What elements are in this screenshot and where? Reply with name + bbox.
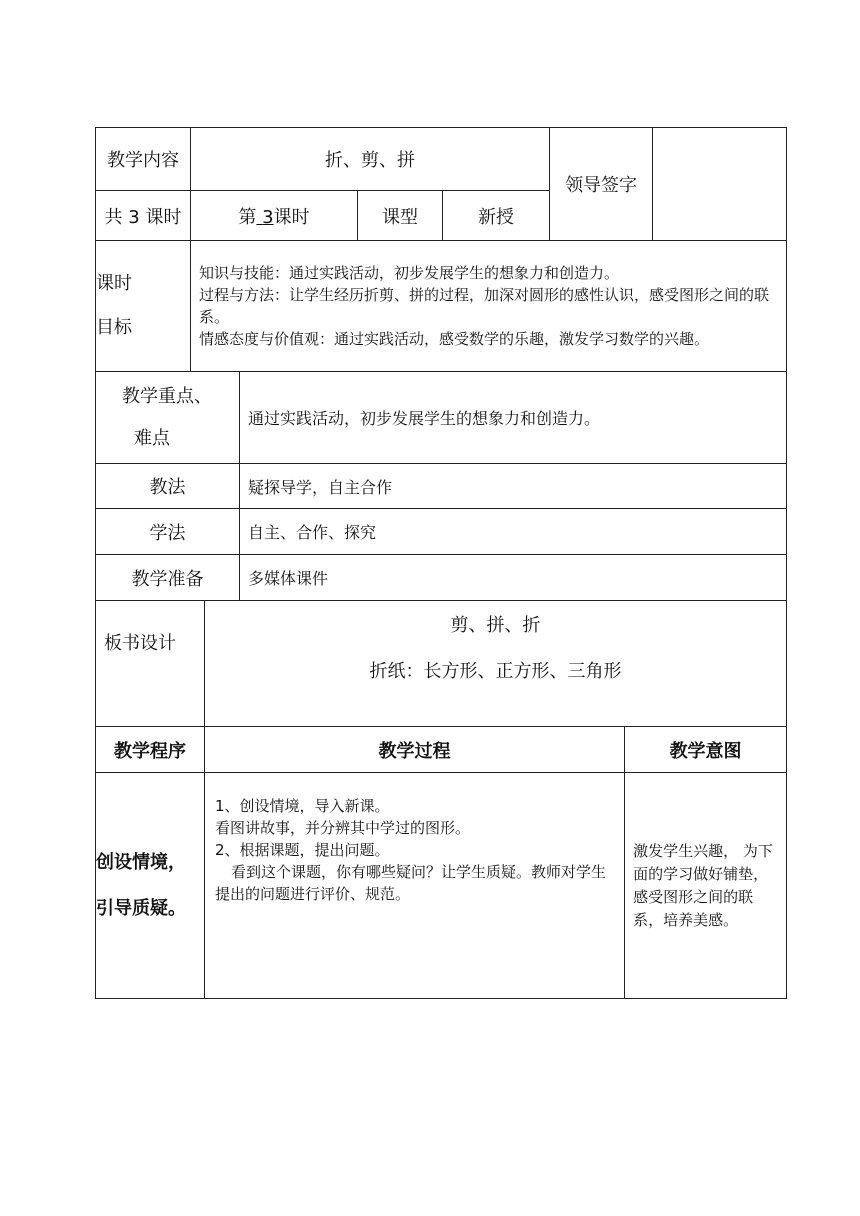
procedure-header-row	[96, 727, 787, 773]
procedure-col3-header: 教学意图	[625, 727, 787, 773]
prep-label: 教学准备	[96, 555, 240, 601]
total-periods-value: 3	[128, 206, 140, 228]
goals-row	[96, 241, 787, 372]
goal-process: 过程与方法：让学生经历折剪、拼的过程，加深对圆形的感性认识，感受图形之间的联系。	[199, 286, 770, 326]
stage-line2: 引导质疑。	[96, 897, 186, 919]
key-points-row	[96, 372, 787, 464]
total-periods-prefix: 共	[104, 206, 123, 228]
period-value: 3	[262, 206, 274, 228]
stage-line1: 创设情境，	[96, 851, 186, 873]
total-periods	[96, 191, 191, 241]
content-label: 教学内容	[96, 128, 191, 191]
method-value: 疑探导学，自主合作	[240, 464, 787, 509]
board-content	[205, 601, 787, 727]
board-row	[96, 601, 787, 727]
lesson-topic-text: 折、剪、拼	[325, 150, 416, 171]
method-row	[96, 464, 787, 509]
lesson-plan-table	[95, 127, 787, 999]
procedure-process	[205, 773, 625, 999]
prep-value: 多媒体课件	[240, 555, 787, 601]
board-label: 板书设计	[96, 601, 205, 727]
lesson-type-value: 新授	[443, 191, 550, 241]
process-step-1: 1、创设情境，导入新课。	[215, 797, 390, 815]
process-step-2: 2、根据课题，提出问题。	[215, 841, 390, 859]
key-points-label-line1: 教学重点、	[122, 385, 212, 407]
goals-label-line2: 目标	[96, 317, 132, 338]
learning-row	[96, 509, 787, 555]
current-period	[191, 191, 358, 241]
lesson-type-label: 课型	[358, 191, 443, 241]
total-periods-suffix: 课时	[145, 206, 182, 228]
goal-knowledge: 知识与技能：通过实践活动，初步发展学生的想象力和创造力。	[199, 264, 620, 282]
learning-label: 学法	[96, 509, 240, 555]
key-points-label	[96, 372, 240, 464]
procedure-col1-header: 教学程序	[96, 727, 205, 773]
goals-label	[96, 241, 191, 372]
leader-sign-field[interactable]	[653, 128, 787, 241]
key-points-value: 通过实践活动，初步发展学生的想象力和创造力。	[240, 372, 787, 464]
period-suffix: 课时	[273, 206, 310, 228]
header-row-content	[96, 128, 787, 191]
leader-sign-label: 领导签字	[550, 128, 653, 241]
goals-label-line1: 课时	[96, 273, 132, 294]
key-points-label-line2: 难点	[134, 427, 170, 449]
method-label: 教法	[96, 464, 240, 509]
procedure-stage	[96, 773, 205, 999]
process-step-1-detail: 看图讲故事，并分辨其中学过的图形。	[215, 819, 471, 837]
process-step-2-detail: 看到这个课题，你有哪些疑问？让学生质疑。教师对学生提出的问题进行评价、规范。	[215, 863, 607, 903]
period-prefix: 第	[238, 206, 257, 228]
learning-value: 自主、合作、探究	[240, 509, 787, 555]
lesson-topic	[191, 128, 550, 191]
board-line1: 剪、拼、折	[450, 615, 541, 636]
goals-content	[191, 241, 787, 372]
goal-emotion: 情感态度与价值观：通过实践活动，感受数学的乐趣，激发学习数学的兴趣。	[199, 330, 710, 348]
procedure-col2-header: 教学过程	[205, 727, 625, 773]
board-line2: 折纸：长方形、正方形、三角形	[369, 661, 622, 682]
prep-row	[96, 555, 787, 601]
procedure-intent: 激发学生兴趣， 为下面的学习做好铺垫，感受图形之间的联系，培养美感。	[625, 773, 787, 999]
procedure-row	[96, 773, 787, 999]
